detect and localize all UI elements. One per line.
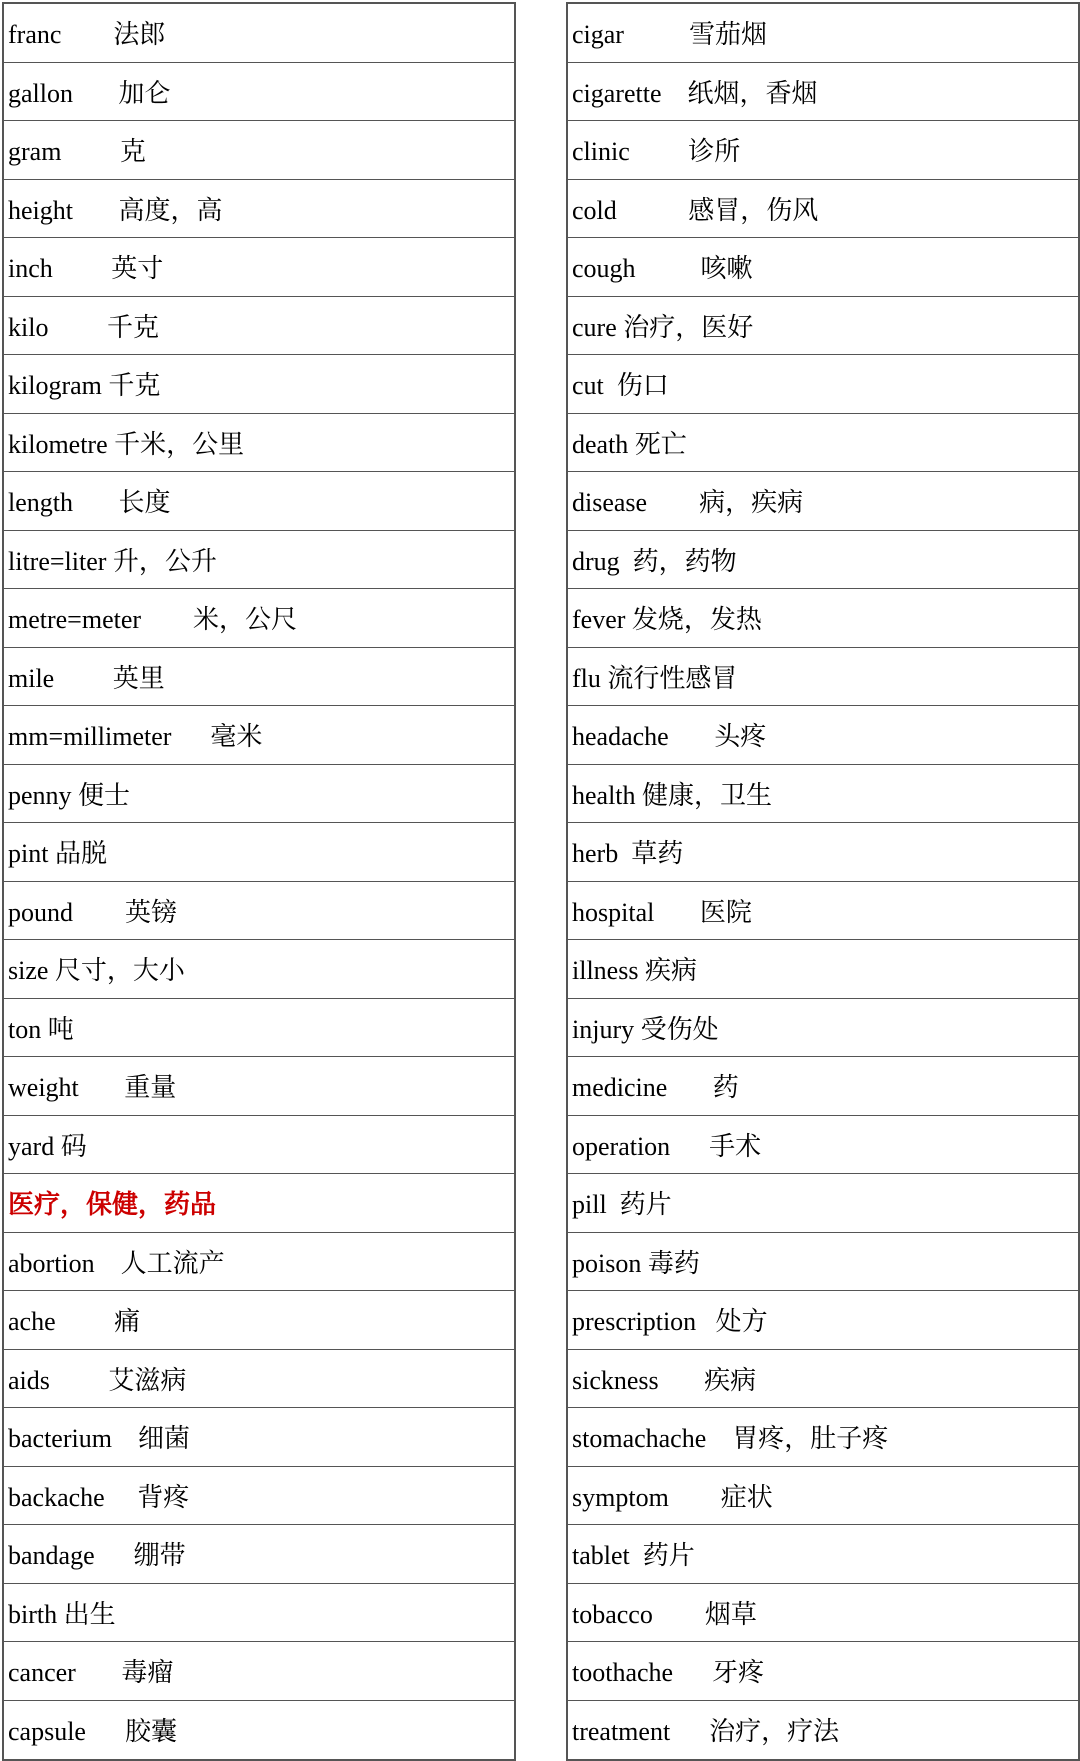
vocabulary-row: inch 英寸 (4, 238, 514, 297)
vocabulary-row: aids 艾滋病 (4, 1350, 514, 1409)
vocabulary-row: pill 药片 (568, 1174, 1078, 1233)
vocabulary-row: herb 草药 (568, 823, 1078, 882)
vocabulary-row: cigar 雪茄烟 (568, 4, 1078, 63)
vocabulary-row: poison 毒药 (568, 1233, 1078, 1292)
vocabulary-table-right (566, 2, 1080, 1761)
vocabulary-row: stomachache 胃疼，肚子疼 (568, 1408, 1078, 1467)
vocabulary-row: weight 重量 (4, 1057, 514, 1116)
vocabulary-row: bacterium 细菌 (4, 1408, 514, 1467)
vocabulary-row: cigarette 纸烟，香烟 (568, 63, 1078, 122)
vocabulary-row: metre=meter 米，公尺 (4, 589, 514, 648)
vocabulary-row: medicine 药 (568, 1057, 1078, 1116)
vocabulary-row: kilogram 千克 (4, 355, 514, 414)
vocabulary-row: backache 背疼 (4, 1467, 514, 1526)
vocabulary-row: illness 疾病 (568, 940, 1078, 999)
vocabulary-row: litre=liter 升，公升 (4, 531, 514, 590)
vocabulary-row: drug 药，药物 (568, 531, 1078, 590)
vocabulary-row: kilo 千克 (4, 297, 514, 356)
vocabulary-row: cold 感冒，伤风 (568, 180, 1078, 239)
vocabulary-row: tablet 药片 (568, 1525, 1078, 1584)
vocabulary-row: operation 手术 (568, 1116, 1078, 1175)
vocabulary-row: ache 痛 (4, 1291, 514, 1350)
vocabulary-row: symptom 症状 (568, 1467, 1078, 1526)
vocabulary-row: penny 便士 (4, 765, 514, 824)
vocabulary-row: bandage 绷带 (4, 1525, 514, 1584)
vocabulary-row: clinic 诊所 (568, 121, 1078, 180)
vocabulary-row: headache 头疼 (568, 706, 1078, 765)
vocabulary-row: mm=millimeter 毫米 (4, 706, 514, 765)
vocabulary-row: prescription 处方 (568, 1291, 1078, 1350)
section-heading: 医疗，保健，药品 (4, 1174, 514, 1233)
vocabulary-row: gram 克 (4, 121, 514, 180)
vocabulary-row: toothache 牙疼 (568, 1642, 1078, 1701)
vocabulary-row: treatment 治疗，疗法 (572, 1717, 840, 1747)
vocabulary-row: health 健康，卫生 (568, 765, 1078, 824)
vocabulary-row: capsule 胶囊 (8, 1717, 177, 1747)
vocabulary-row: injury 受伤处 (568, 999, 1078, 1058)
vocabulary-row: gallon 加仑 (4, 63, 514, 122)
vocabulary-row: yard 码 (4, 1116, 514, 1175)
vocabulary-row: franc 法郎 (4, 4, 514, 63)
vocabulary-row: fever 发烧，发热 (568, 589, 1078, 648)
vocabulary-row: pound 英镑 (4, 882, 514, 941)
vocabulary-row: cough 咳嗽 (568, 238, 1078, 297)
vocabulary-row: cancer 毒瘤 (4, 1642, 514, 1701)
vocabulary-row: size 尺寸，大小 (4, 940, 514, 999)
vocabulary-row: flu 流行性感冒 (568, 648, 1078, 707)
vocabulary-row: hospital 医院 (568, 882, 1078, 941)
vocabulary-row: pint 品脱 (4, 823, 514, 882)
vocabulary-row: cut 伤口 (568, 355, 1078, 414)
vocabulary-row: ton 吨 (4, 999, 514, 1058)
vocabulary-row: disease 病，疾病 (568, 472, 1078, 531)
vocabulary-row: cure 治疗，医好 (568, 297, 1078, 356)
vocabulary-row: height 高度，高 (4, 180, 514, 239)
vocabulary-row: sickness 疾病 (568, 1350, 1078, 1409)
vocabulary-row: kilometre 千米，公里 (4, 414, 514, 473)
vocabulary-row: tobacco 烟草 (568, 1584, 1078, 1643)
vocabulary-row: mile 英里 (4, 648, 514, 707)
vocabulary-table-left (2, 2, 516, 1761)
vocabulary-row: death 死亡 (568, 414, 1078, 473)
vocabulary-row: abortion 人工流产 (4, 1233, 514, 1292)
vocabulary-row: length 长度 (4, 472, 514, 531)
vocabulary-row: birth 出生 (4, 1584, 514, 1643)
